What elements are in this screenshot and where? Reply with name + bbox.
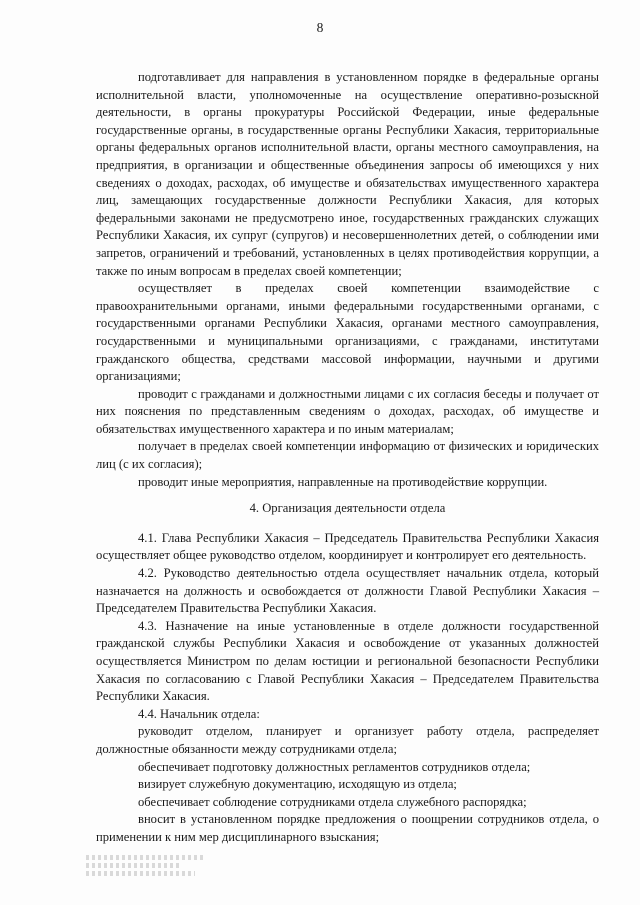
paragraph: проводит иные мероприятия, направленные на противодействие коррупции.	[138, 474, 548, 489]
paragraph: осуществляет в пределах своей компетенции взаимодействие с правоохранительными органами, иными федеральными государственными органами, с государственными органами Республики Хакасия, органами местного самоуправления, государственными и муниципальными организациями, с гражданами, институтами гражданского общества, средствами массовой информации, научными и другими организациями;	[96, 281, 599, 384]
paragraph: подготавливает для направления в установленном порядке в федеральные органы исполнительной власти, уполномоченные на осуществление оперативно-розыскной деятельности, в органы прокуратуры Российской Федерации, иные федеральные государственные органы, в государственные органы Республики Хакасия, территориальные органы федеральных органов исполнительной власти, органы местного самоуправления, на предприятия, в организации и общественные объединения запросы об имеющихся у них сведениях о доходах, расходах, об имуществе и обязательствах имущественного характера лиц, замещающих государственные должности Республики Хакасия, для которых федеральными законами не предусмотрено иное, государственных гражданских служащих Республики Хакасия, их супруг (супругов) и несовершеннолетних детей, о соблюдении ими запретов, ограничений и требований, установленных в целях противодействия коррупции, а также по иным вопросам в пределах своей компетенции;	[96, 70, 599, 278]
paragraph: обеспечивает соблюдение сотрудниками отдела служебного распорядка;	[138, 794, 527, 809]
paragraph: визирует служебную документацию, исходящую из отдела;	[138, 777, 457, 792]
paragraph: 4.1. Глава Республики Хакасия – Председатель Правительства Республики Хакасия осуществляет общее руководство отделом, координирует и контролирует его деятельность.	[96, 530, 599, 563]
paragraph: руководит отделом, планирует и организует работу отдела, распределяет должностные обязанности между сотрудниками отдела;	[96, 724, 599, 756]
paragraph: 4.3. Назначение на иные установленные в отделе должности государственной гражданской службы Республики Хакасия и освобождение от указанных должностей осуществляется Министром по делам юстиции и региональной безопасности Республики Хакасия по согласованию с Главой Республики Хакасия – Председателем Правительства Республики Хакасия.	[96, 618, 599, 704]
paragraph: вносит в установленном порядке предложения о поощрении сотрудников отдела, о применении к ним мер дисциплинарного взыскания;	[96, 812, 599, 844]
paragraph: 4.4. Начальник отдела:	[138, 706, 260, 721]
paragraph: проводит с гражданами и должностными лицами с их согласия беседы и получает от них пояснения по представленным сведениям о доходах, расходах, об имуществе и обязательствах имущественного характера и по иным материалам;	[96, 386, 599, 436]
paragraph: обеспечивает подготовку должностных регламентов сотрудников отдела;	[138, 759, 531, 774]
paragraph: получает в пределах своей компетенции информацию от физических и юридических лиц (с их согласия);	[96, 439, 599, 472]
faded-stamp-mark	[86, 852, 204, 886]
paragraph: 4.2. Руководство деятельностью отдела осуществляет начальник отдела, который назначается на должность и освобождается от должности Главой Республики Хакасия – Председателем Правительства Республики Хакасия.	[96, 566, 599, 616]
document-body	[96, 69, 599, 847]
page-number: 8	[316, 20, 324, 35]
section-heading: 4. Организация деятельности отдела	[249, 501, 446, 516]
